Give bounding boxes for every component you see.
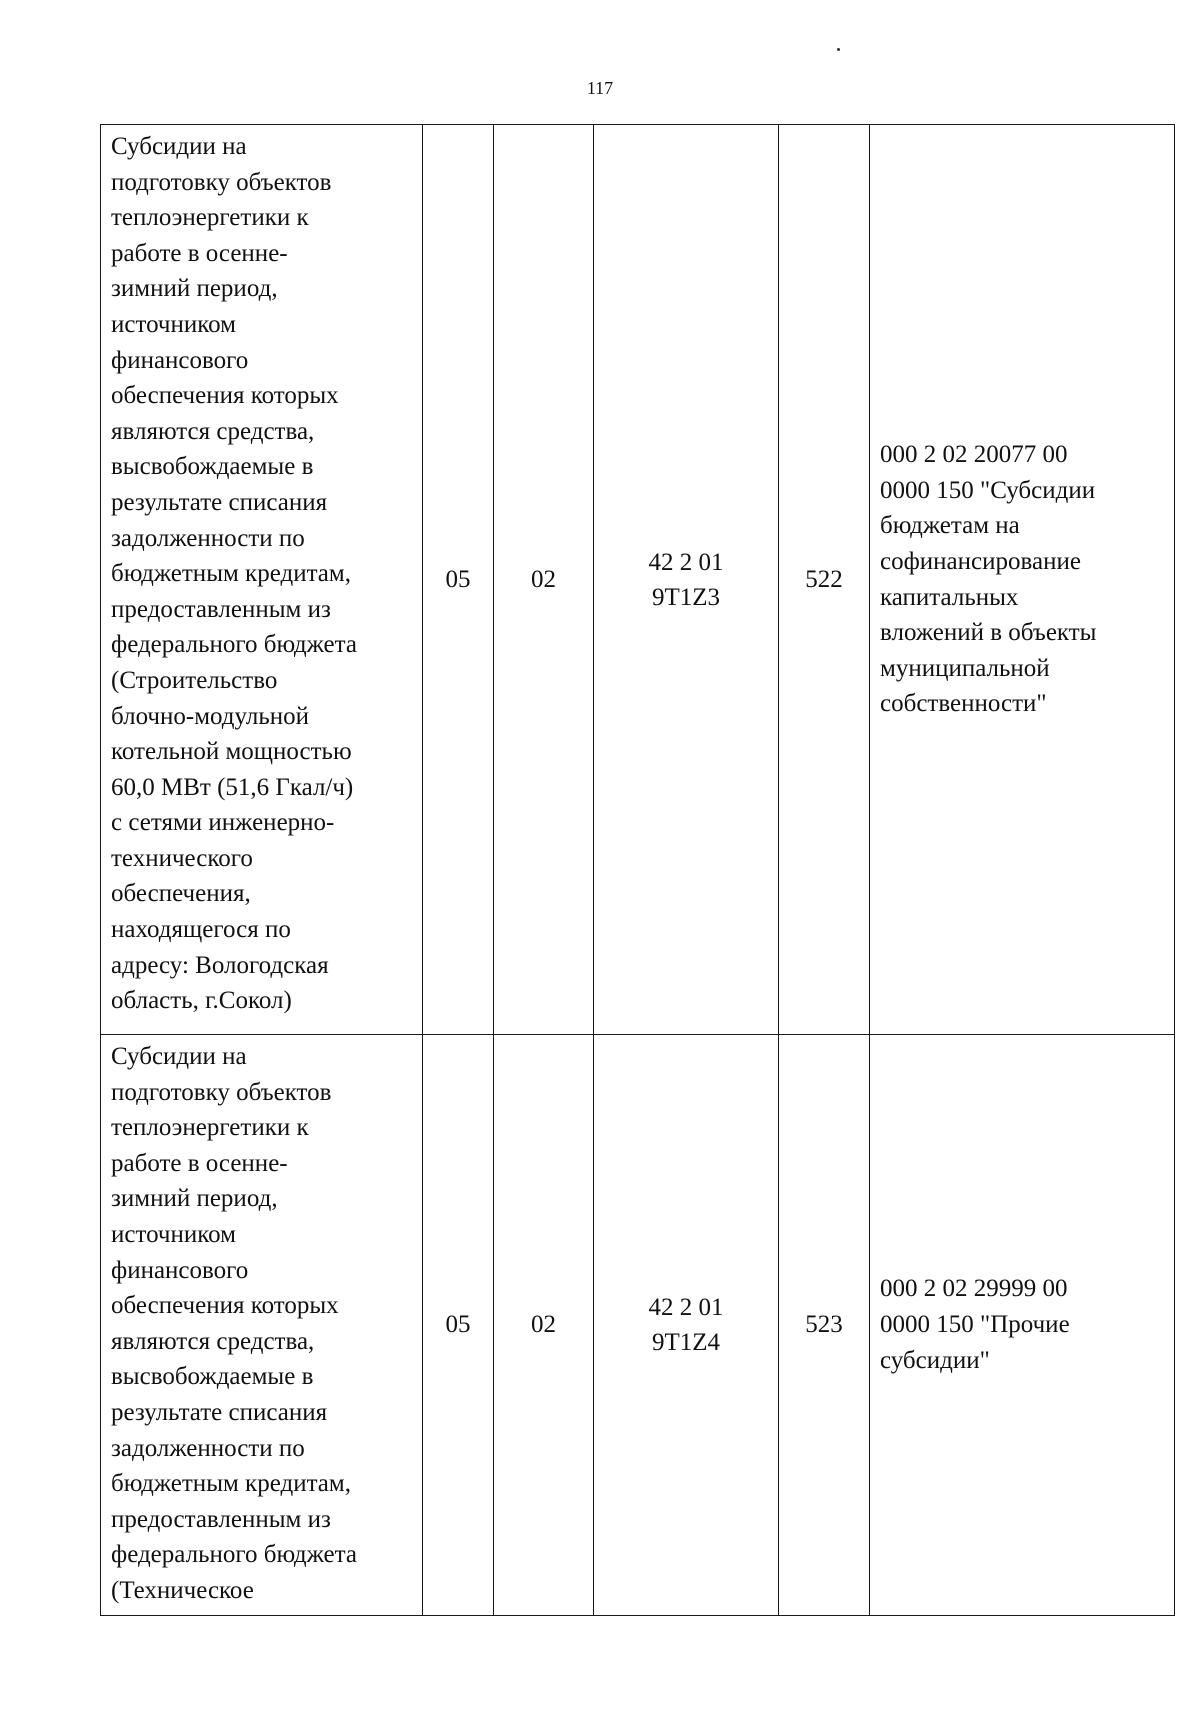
- target-article-cell: 42 2 01 9T1Z3: [594, 125, 779, 1035]
- section-code-cell: 05: [423, 125, 494, 1035]
- expense-type-cell: 522: [779, 125, 870, 1035]
- subsidy-table: [100, 124, 1175, 1616]
- subsidy-name-cell: Субсидии на подготовку объектов теплоэнергетики к работе в осенне- зимний период, источником финансового обеспечения которых являются средства, высвобождаемые в результате списания задолженности по бюджетным кредитам, предоставленным из федерального бюджета (Строительство блочно-модульной котельной мощностью 60,0 МВт (51,6 Гкал/ч) с сетями инженерно- технического обеспечения, находящегося по адресу: Вологодская область, г.Сокол): [101, 125, 423, 1035]
- table-row: [101, 1035, 1175, 1616]
- subsidy-name-cell: Субсидии на подготовку объектов теплоэнергетики к работе в осенне- зимний период, источником финансового обеспечения которых являются средства, высвобождаемые в результате списания задолженности по бюджетным кредитам, предоставленным из федерального бюджета (Техническое: [101, 1035, 423, 1616]
- section-code-cell: 05: [423, 1035, 494, 1616]
- table-row: [101, 125, 1175, 1035]
- expense-type-cell: 523: [779, 1035, 870, 1616]
- page-number: 117: [586, 78, 614, 98]
- subsection-code-cell: 02: [494, 125, 594, 1035]
- subsection-code-cell: 02: [494, 1035, 594, 1616]
- target-article-cell: 42 2 01 9T1Z4: [594, 1035, 779, 1616]
- revenue-code-cell: 000 2 02 20077 00 0000 150 "Субсидии бюджетам на софинансирование капитальных вложений в объекты муниципальной собственности": [870, 125, 1175, 1035]
- revenue-code-cell: 000 2 02 29999 00 0000 150 "Прочие субсидии": [870, 1035, 1175, 1616]
- scan-speck: [837, 48, 840, 51]
